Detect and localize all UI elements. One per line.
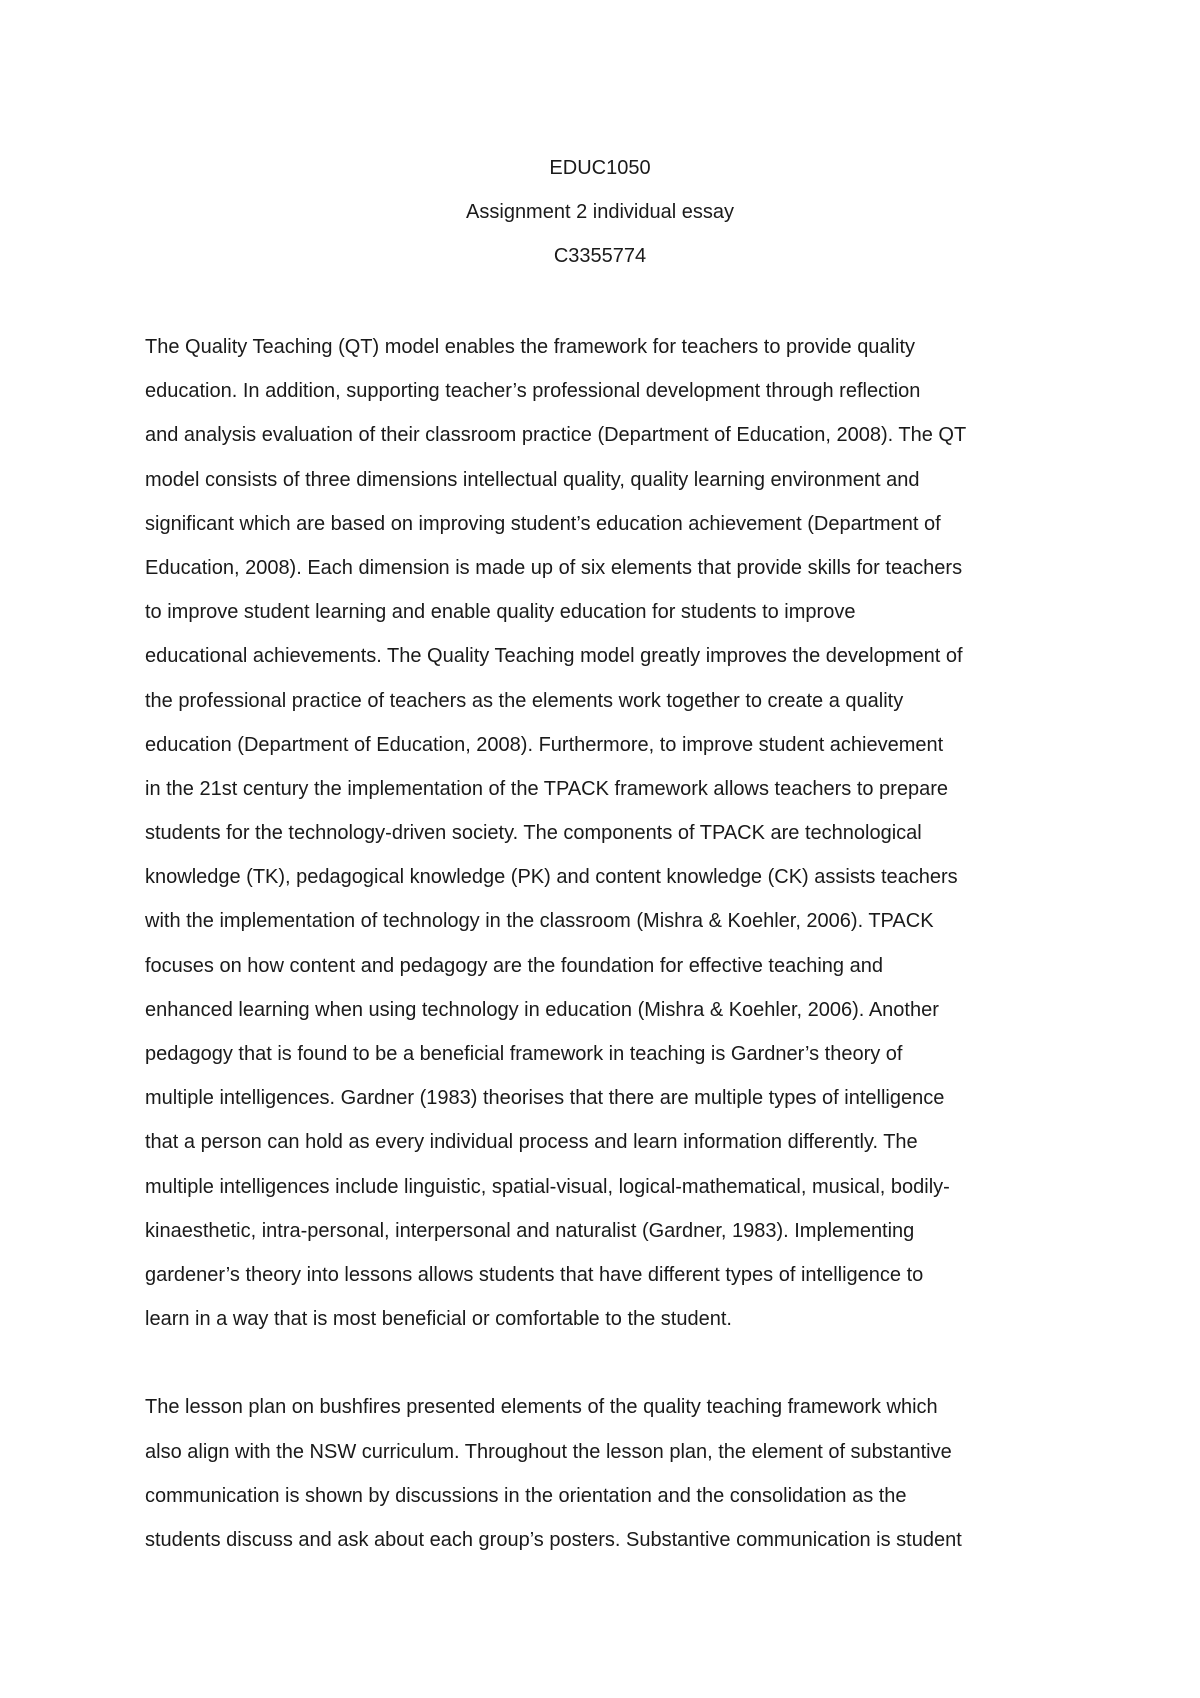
text-line: that a person can hold as every individual process and learn information differently. The xyxy=(145,1131,918,1154)
text-line: communication is shown by discussions in the orientation and the consolidation as the xyxy=(145,1484,907,1507)
text-line: to improve student learning and enable quality education for students to improve xyxy=(145,601,856,624)
course-code: EDUC1050 xyxy=(549,157,651,179)
text-line: students for the technology-driven society. The components of TPACK are technological xyxy=(145,822,922,845)
text-line: focuses on how content and pedagogy are the foundation for effective teaching and xyxy=(145,954,883,977)
text-line: education. In addition, supporting teacher’s professional development through reflection xyxy=(145,380,921,403)
assignment-title: Assignment 2 individual essay xyxy=(466,201,734,223)
text-line: in the 21st century the implementation of the TPACK framework allows teachers to prepare xyxy=(145,777,948,800)
text-line: significant which are based on improving student’s education achievement (Department of xyxy=(145,512,941,535)
text-line: and analysis evaluation of their classroom practice (Department of Education, 2008). The QT xyxy=(145,424,967,447)
essay-body xyxy=(145,325,1075,1562)
text-line: gardener’s theory into lessons allows students that have different types of intelligence to xyxy=(145,1263,924,1286)
text-line: The Quality Teaching (QT) model enables the framework for teachers to provide quality xyxy=(145,336,915,358)
paragraph xyxy=(145,325,1075,1341)
text-line: education (Department of Education, 2008). Furthermore, to improve student achievement xyxy=(145,733,944,756)
text-line: multiple intelligences. Gardner (1983) theorises that there are multiple types of intelligence xyxy=(145,1087,945,1110)
text-line: knowledge (TK), pedagogical knowledge (PK) and content knowledge (CK) assists teachers xyxy=(145,866,958,889)
text-line: model consists of three dimensions intellectual quality, quality learning environment and xyxy=(145,468,920,491)
text-line: kinaesthetic, intra-personal, interpersonal and naturalist (Gardner, 1983). Implementing xyxy=(145,1219,915,1242)
text-line: students discuss and ask about each group’s posters. Substantive communication is student xyxy=(145,1528,962,1551)
text-line: also align with the NSW curriculum. Throughout the lesson plan, the element of substantive xyxy=(145,1440,952,1463)
student-id: C3355774 xyxy=(553,245,647,267)
text-line: pedagogy that is found to be a beneficial framework in teaching is Gardner’s theory of xyxy=(145,1043,903,1065)
text-line: The lesson plan on bushfires presented elements of the quality teaching framework which xyxy=(145,1396,938,1419)
text-line: the professional practice of teachers as the elements work together to create a quality xyxy=(145,689,904,712)
text-line: learn in a way that is most beneficial or comfortable to the student. xyxy=(145,1308,732,1331)
paragraph-gap xyxy=(145,1341,1075,1385)
text-line: Education, 2008). Each dimension is made up of six elements that provide skills for teachers xyxy=(145,556,963,579)
text-line: with the implementation of technology in the classroom (Mishra & Koehler, 2006). TPACK xyxy=(145,910,934,933)
document-header xyxy=(0,146,1200,278)
text-line: educational achievements. The Quality Teaching model greatly improves the development of xyxy=(145,645,963,668)
text-line: multiple intelligences include linguistic, spatial-visual, logical-mathematical, musical, bodily- xyxy=(145,1175,950,1198)
text-line: enhanced learning when using technology in education (Mishra & Koehler, 2006). Another xyxy=(145,998,939,1021)
paragraph xyxy=(145,1385,1075,1562)
